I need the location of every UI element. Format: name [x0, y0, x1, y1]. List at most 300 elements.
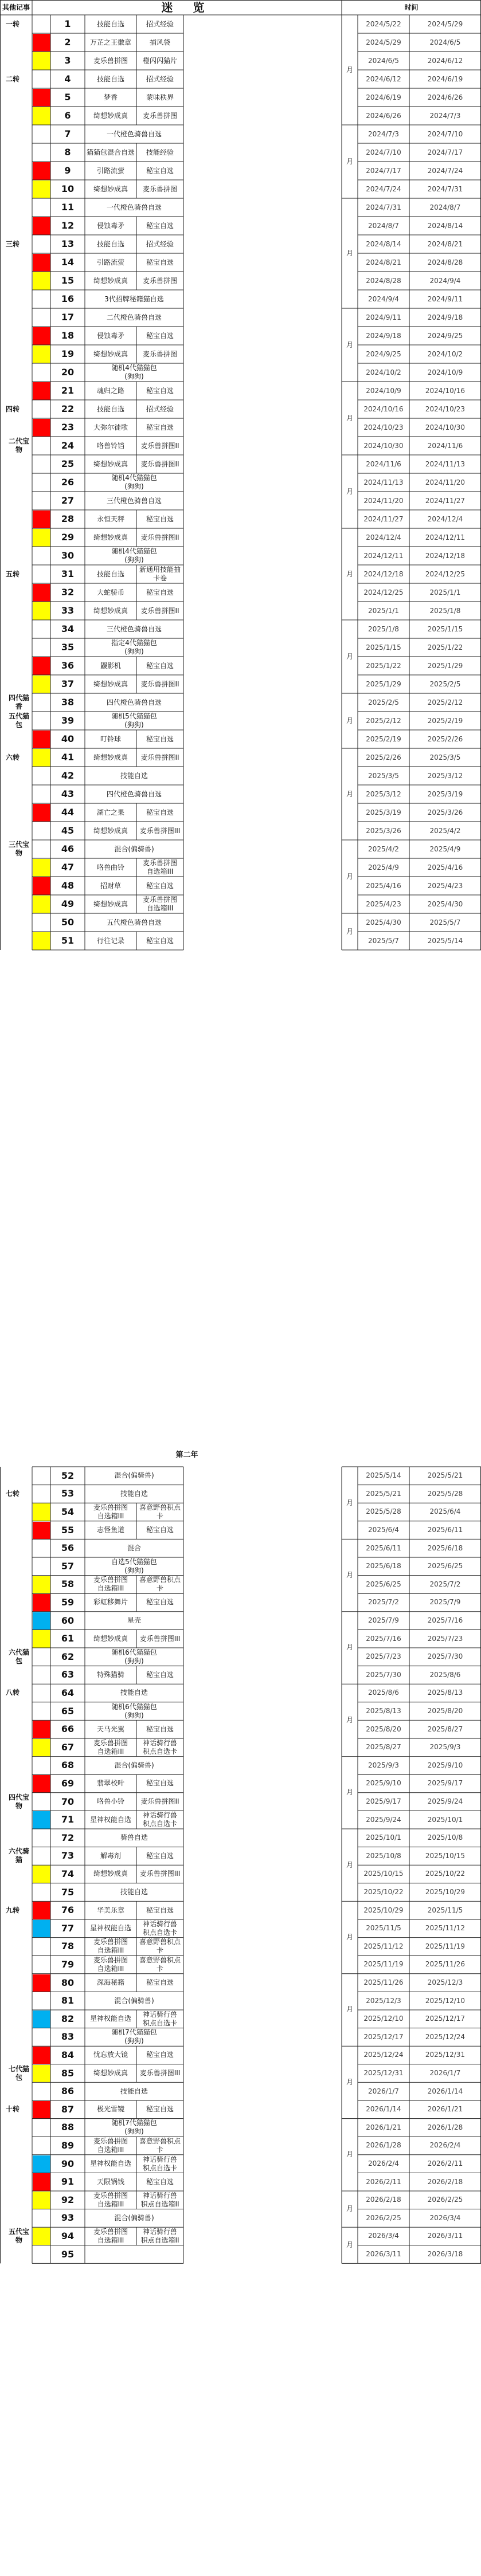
row-start-date: 2024/12/18 — [363, 570, 404, 578]
row-reward-secondary: 秘宝自选 — [146, 2177, 174, 2186]
row-color-marker — [33, 217, 50, 235]
row-reward-secondary: 神话骑行兽 积点自选箱II — [140, 2191, 179, 2208]
row-number: 8 — [64, 147, 71, 158]
row-number: 71 — [61, 1814, 75, 1825]
row-reward-secondary: 秘宝自选 — [146, 2051, 174, 2059]
row-end-date: 2025/1/29 — [427, 661, 463, 670]
group-label: 四代宝物 — [8, 1793, 29, 1810]
row-end-date: 2024/10/9 — [427, 368, 463, 376]
row-end-date: 2026/3/11 — [427, 2232, 463, 2240]
row-start-date: 2024/6/26 — [366, 111, 401, 120]
row-reward-primary: 万芷之王徽章 — [89, 38, 131, 46]
row-color-marker — [33, 584, 50, 602]
row-start-date: 2025/9/17 — [366, 1797, 401, 1806]
row-end-date: 2026/2/25 — [427, 2196, 463, 2204]
row-color-marker — [33, 2065, 50, 2083]
group-label: 九转 — [6, 1906, 20, 1914]
row-end-date: 2025/8/27 — [427, 1725, 463, 1733]
row-reward-secondary: 秘宝自选 — [146, 1779, 174, 1788]
row-number: 49 — [61, 898, 75, 909]
row-start-date: 2025/3/5 — [368, 771, 399, 780]
row-reward-secondary: 捕风袋 — [149, 38, 170, 46]
row-reward-primary: 星神权能自选 — [89, 2015, 131, 2023]
row-start-date: 2024/8/14 — [366, 239, 401, 248]
row-number: 72 — [61, 1832, 75, 1843]
row-color-marker — [33, 1974, 50, 1992]
row-color-marker — [33, 107, 50, 125]
row-number: 3 — [64, 55, 71, 66]
row-number: 2 — [64, 37, 71, 48]
row-reward-secondary: 秘宝自选 — [146, 1725, 174, 1733]
year-2-label: 第二年 — [175, 1450, 198, 1459]
row-start-date: 2024/9/18 — [366, 331, 401, 340]
row-color-marker — [33, 327, 50, 345]
row-reward-primary: 技能自选 — [96, 239, 124, 248]
row-reward-primary: 技能自选 — [120, 771, 148, 780]
row-reward-primary: 行往记录 — [96, 936, 124, 945]
row-number: 84 — [61, 2049, 75, 2060]
row-reward-secondary: 麦乐兽拼图II — [140, 753, 179, 761]
row-start-date: 2024/5/22 — [366, 19, 401, 28]
row-end-date: 2024/8/7 — [429, 203, 461, 211]
row-start-date: 2025/11/12 — [363, 1942, 404, 1950]
row-color-marker — [33, 1811, 50, 1829]
row-end-date: 2024/10/30 — [425, 423, 466, 431]
row-reward-primary: 麦乐兽拼图 自选箱III — [93, 1738, 128, 1756]
group-label: 八转 — [6, 1688, 20, 1697]
row-color-marker — [33, 1630, 50, 1648]
row-number: 38 — [61, 697, 75, 708]
row-number: 78 — [61, 1941, 75, 1952]
row-color-marker — [33, 731, 50, 748]
row-color-marker — [33, 1594, 50, 1612]
row-number: 41 — [61, 752, 75, 763]
row-reward-secondary: 招式经验 — [146, 405, 174, 413]
row-end-date: 2025/9/17 — [427, 1779, 463, 1788]
row-color-marker — [33, 877, 50, 895]
row-start-date: 2024/12/4 — [366, 533, 401, 541]
row-reward-primary: 麦乐兽拼图 自选箱III — [93, 2227, 128, 2244]
row-end-date: 2025/3/19 — [427, 790, 463, 798]
row-reward-secondary: 麦乐兽拼图III — [139, 2069, 181, 2078]
row-reward-secondary: 神话骑行兽 积点自选卡 — [142, 2155, 177, 2172]
month-label: 月 — [346, 1498, 353, 1507]
row-end-date: 2025/12/24 — [425, 2032, 466, 2041]
row-start-date: 2026/1/21 — [366, 2123, 401, 2131]
row-start-date: 2025/12/3 — [366, 1996, 401, 2005]
row-reward-primary: 混合(偏骑兽) — [114, 2213, 154, 2222]
row-number: 55 — [61, 1524, 75, 1536]
row-reward-secondary: 麦乐兽拼图II — [140, 533, 179, 541]
row-start-date: 2025/7/9 — [368, 1616, 399, 1625]
row-number: 67 — [61, 1741, 75, 1753]
row-color-marker — [33, 1902, 50, 1919]
row-reward-primary: 骑兽自选 — [120, 1833, 148, 1842]
row-start-date: 2025/1/22 — [366, 661, 401, 670]
row-reward-secondary: 秘宝自选 — [146, 258, 174, 266]
row-number: 48 — [61, 880, 75, 891]
row-start-date: 2024/9/11 — [366, 313, 401, 321]
row-reward-primary: 永恒天秤 — [96, 515, 124, 523]
row-start-date: 2025/6/11 — [366, 1544, 401, 1552]
row-start-date: 2024/12/25 — [363, 588, 404, 596]
row-reward-primary: 绮想妙成真 — [93, 1870, 128, 1878]
row-start-date: 2024/9/25 — [366, 350, 401, 358]
row-end-date: 2026/1/28 — [427, 2123, 463, 2131]
row-reward-secondary: 秘宝自选 — [146, 386, 174, 395]
row-reward-secondary: 神话骑行兽 积点自选箱II — [140, 2227, 179, 2244]
row-reward-primary: 技能自选 — [120, 1688, 148, 1697]
row-number: 77 — [61, 1922, 75, 1934]
row-end-date: 2026/1/7 — [429, 2069, 461, 2078]
row-end-date: 2025/7/9 — [429, 1598, 461, 1607]
group-label: 四转 — [6, 405, 20, 413]
row-number: 21 — [61, 385, 75, 396]
row-reward-primary: 咯兽曲铃 — [96, 863, 124, 871]
row-number: 27 — [61, 495, 75, 506]
group-label: 二代宝物 — [8, 437, 29, 454]
row-start-date: 2025/7/23 — [366, 1652, 401, 1661]
row-reward-primary: 星神权能自选 — [89, 2159, 131, 2168]
row-color-marker — [33, 511, 50, 528]
row-reward-secondary: 秘宝自选 — [146, 881, 174, 890]
row-color-marker — [33, 382, 50, 400]
row-reward-primary: 随机4代猫猫包 (狗狗) — [111, 547, 157, 564]
row-reward-primary: 绮想妙成真 — [93, 2069, 128, 2078]
month-label: 月 — [346, 414, 353, 422]
row-end-date: 2025/11/12 — [425, 1924, 466, 1933]
row-color-marker — [33, 2173, 50, 2191]
row-reward-secondary: 麦乐兽拼图II — [140, 1797, 179, 1806]
row-start-date: 2024/12/11 — [363, 551, 404, 560]
row-end-date: 2024/9/18 — [427, 313, 463, 321]
row-end-date: 2024/6/19 — [427, 74, 463, 83]
row-number: 63 — [61, 1669, 75, 1680]
row-reward-primary: 星神权能自选 — [89, 1815, 131, 1824]
row-number: 54 — [61, 1506, 75, 1517]
row-end-date: 2024/8/21 — [427, 239, 463, 248]
row-reward-primary: 五代橙色骑兽自选 — [106, 918, 162, 926]
row-start-date: 2025/6/25 — [366, 1580, 401, 1588]
row-end-date: 2025/11/5 — [427, 1906, 463, 1914]
row-number: 18 — [61, 330, 75, 341]
row-number: 62 — [61, 1651, 75, 1662]
row-start-date: 2025/7/16 — [366, 1634, 401, 1643]
row-reward-secondary: 秘宝自选 — [146, 515, 174, 523]
row-reward-primary: 绮想妙成真 — [93, 460, 128, 468]
row-reward-primary: 技能自选 — [96, 405, 124, 413]
row-number: 68 — [61, 1760, 75, 1771]
row-number: 81 — [61, 1995, 75, 2006]
row-start-date: 2025/1/8 — [368, 625, 399, 633]
row-reward-primary: 随机7代猫猫包 (狗狗) — [111, 2119, 157, 2136]
row-number: 19 — [61, 348, 75, 359]
row-end-date: 2026/3/4 — [429, 2213, 461, 2222]
row-start-date: 2025/4/2 — [368, 845, 399, 853]
month-label: 月 — [346, 1715, 353, 1724]
row-reward-secondary: 麦乐兽拼图 — [142, 276, 177, 285]
row-reward-secondary: 秘宝自选 — [146, 423, 174, 431]
month-label: 月 — [346, 2241, 353, 2249]
row-number: 69 — [61, 1777, 75, 1789]
row-start-date: 2025/11/19 — [363, 1960, 404, 1969]
row-number: 29 — [61, 532, 75, 543]
row-number: 86 — [61, 2086, 75, 2097]
month-label: 月 — [346, 652, 353, 661]
row-start-date: 2025/5/21 — [366, 1489, 401, 1498]
row-start-date: 2025/1/1 — [368, 606, 399, 615]
row-start-date: 2025/3/26 — [366, 826, 401, 835]
row-number: 65 — [61, 1705, 75, 1717]
row-start-date: 2025/8/6 — [368, 1688, 399, 1697]
row-end-date: 2025/7/2 — [429, 1580, 461, 1588]
row-start-date: 2025/2/5 — [368, 698, 399, 706]
row-end-date: 2026/2/18 — [427, 2177, 463, 2186]
row-end-date: 2025/5/21 — [427, 1471, 463, 1480]
row-number: 47 — [61, 862, 75, 873]
row-color-marker — [33, 2010, 50, 2028]
row-reward-primary: 猫猫包混合自选 — [86, 148, 135, 156]
row-reward-primary: 特殊猫骑 — [96, 1670, 124, 1679]
row-start-date: 2025/4/16 — [366, 881, 401, 890]
row-reward-secondary: 秘宝自选 — [146, 166, 174, 175]
row-end-date: 2024/10/2 — [427, 350, 463, 358]
row-start-date: 2024/7/17 — [366, 166, 401, 175]
row-color-marker — [33, 34, 50, 52]
row-start-date: 2025/12/17 — [363, 2032, 404, 2041]
row-start-date: 2024/8/21 — [366, 258, 401, 266]
row-reward-primary: 麦乐兽拼图 — [93, 56, 128, 65]
row-reward-secondary: 秘宝自选 — [146, 936, 174, 945]
row-end-date: 2025/4/9 — [429, 845, 461, 853]
row-end-date: 2025/9/3 — [429, 1743, 461, 1752]
page-title: 迷 览 — [161, 0, 213, 14]
row-start-date: 2024/7/31 — [366, 203, 401, 211]
row-number: 64 — [61, 1687, 75, 1698]
month-label: 月 — [346, 340, 353, 349]
row-start-date: 2024/11/20 — [363, 496, 404, 505]
row-reward-secondary: 麦乐兽拼图 自选箱III — [142, 896, 177, 912]
row-reward-secondary: 麦乐兽拼图II — [140, 606, 179, 615]
row-start-date: 2025/9/10 — [366, 1779, 401, 1788]
row-reward-secondary: 喜意野兽积点卡 — [139, 1576, 181, 1593]
row-start-date: 2025/12/10 — [363, 2015, 404, 2023]
row-start-date: 2024/8/28 — [366, 276, 401, 285]
row-start-date: 2026/1/7 — [368, 2087, 399, 2095]
row-start-date: 2024/11/6 — [366, 460, 401, 468]
row-start-date: 2025/10/1 — [366, 1833, 401, 1842]
row-start-date: 2025/10/8 — [366, 1851, 401, 1860]
row-reward-secondary: 神话骑行兽 积点自选卡 — [142, 2010, 177, 2027]
row-reward-secondary: 喜意野兽积点卡 — [139, 1955, 181, 1973]
row-reward-secondary: 麦乐兽拼图 自选箱III — [142, 859, 177, 875]
row-reward-secondary: 秘宝自选 — [146, 1670, 174, 1679]
row-number: 90 — [61, 2158, 75, 2169]
row-number: 58 — [61, 1578, 75, 1590]
row-number: 51 — [61, 935, 75, 946]
row-end-date: 2025/2/26 — [427, 735, 463, 743]
row-reward-primary: 技能自选 — [120, 2087, 148, 2095]
row-number: 37 — [61, 678, 75, 689]
row-color-marker — [33, 162, 50, 180]
row-reward-primary: 绮想妙成真 — [93, 680, 128, 688]
row-number: 52 — [61, 1470, 75, 1481]
row-reward-secondary: 蒙味秩界 — [146, 93, 174, 101]
row-reward-primary: 绮想妙成真 — [93, 826, 128, 835]
row-number: 4 — [64, 73, 71, 84]
group-label: 六代骑猫 — [8, 1847, 29, 1864]
row-number: 59 — [61, 1596, 75, 1608]
row-reward-primary: 引路流萤 — [96, 166, 124, 175]
row-color-marker — [33, 859, 50, 877]
row-reward-primary: 三代橙色骑兽自选 — [106, 496, 162, 505]
row-start-date: 2024/9/4 — [368, 294, 399, 303]
row-end-date: 2024/7/3 — [429, 111, 461, 120]
row-reward-primary: 一代橙色骑兽自选 — [106, 203, 162, 211]
row-number: 66 — [61, 1723, 75, 1735]
row-number: 31 — [61, 568, 75, 579]
row-number: 70 — [61, 1796, 75, 1807]
row-number: 43 — [61, 788, 75, 799]
row-reward-primary: 四代橙色骑兽自选 — [106, 790, 162, 798]
row-reward-secondary: 神话骑行兽 积点自选卡 — [142, 1738, 177, 1756]
row-reward-primary — [85, 2245, 183, 2264]
row-end-date: 2025/11/19 — [425, 1942, 466, 1950]
row-end-date: 2025/3/26 — [427, 808, 463, 816]
row-end-date: 2025/8/13 — [427, 1688, 463, 1697]
row-number: 45 — [61, 825, 75, 836]
row-start-date: 2025/8/27 — [366, 1743, 401, 1752]
row-start-date: 2025/1/29 — [366, 680, 401, 688]
row-start-date: 2025/3/19 — [366, 808, 401, 816]
row-reward-primary: 麦乐兽拼图 自选箱III — [93, 1955, 128, 1973]
row-end-date: 2024/11/6 — [427, 441, 463, 450]
row-color-marker — [33, 529, 50, 547]
group-label: 三代宝物 — [8, 841, 29, 857]
row-end-date: 2025/4/23 — [427, 881, 463, 890]
row-number: 61 — [61, 1633, 75, 1644]
row-number: 60 — [61, 1615, 75, 1626]
row-reward-secondary: 麦乐兽拼图 — [142, 350, 177, 358]
row-end-date: 2025/2/19 — [427, 716, 463, 725]
row-reward-secondary: 秘宝自选 — [146, 588, 174, 596]
row-reward-secondary: 招式经验 — [146, 19, 174, 28]
month-label: 月 — [346, 2150, 353, 2159]
row-start-date: 2024/7/24 — [366, 184, 401, 193]
month-label: 月 — [346, 1643, 353, 1652]
row-end-date: 2024/8/14 — [427, 221, 463, 230]
row-start-date: 2025/12/24 — [363, 2051, 404, 2059]
row-reward-primary: 侵蚀毒矛 — [96, 331, 124, 340]
row-end-date: 2025/7/23 — [427, 1634, 463, 1643]
row-reward-primary: 叮铃球 — [100, 735, 121, 743]
row-reward-primary: 三代橙色骑兽自选 — [106, 625, 162, 633]
row-number: 20 — [61, 367, 75, 378]
row-number: 50 — [61, 917, 75, 928]
row-color-marker — [33, 2192, 50, 2209]
row-reward-secondary: 麦乐兽拼图II — [140, 441, 179, 450]
row-reward-secondary: 麦乐兽拼图 — [142, 184, 177, 193]
row-start-date: 2024/5/29 — [366, 38, 401, 46]
row-reward-primary: 技能自选 — [120, 1888, 148, 1896]
row-end-date: 2025/8/20 — [427, 1707, 463, 1715]
row-color-marker — [33, 1612, 50, 1630]
row-start-date: 2025/5/28 — [366, 1507, 401, 1516]
row-reward-primary: 技能自选 — [96, 74, 124, 83]
row-number: 75 — [61, 1886, 75, 1898]
row-number: 24 — [61, 440, 75, 451]
row-number: 91 — [61, 2176, 75, 2188]
row-color-marker — [33, 89, 50, 107]
row-number: 57 — [61, 1560, 75, 1572]
row-number: 76 — [61, 1904, 75, 1916]
row-start-date: 2025/12/31 — [363, 2069, 404, 2078]
row-end-date: 2025/3/12 — [427, 771, 463, 780]
row-reward-secondary: 麦乐兽拼图III — [139, 1870, 181, 1878]
row-end-date: 2024/7/24 — [427, 166, 463, 175]
row-number: 6 — [64, 110, 71, 121]
header-time-column: 时间 — [404, 3, 419, 11]
row-reward-secondary: 秘宝自选 — [146, 1978, 174, 1987]
month-label: 月 — [346, 157, 353, 166]
row-end-date: 2025/3/5 — [429, 753, 461, 761]
group-label: 七转 — [6, 1489, 20, 1498]
row-start-date: 2026/3/4 — [368, 2232, 399, 2240]
row-color-marker — [33, 345, 50, 363]
row-start-date: 2025/8/20 — [366, 1725, 401, 1733]
row-reward-primary: 麦乐兽拼图 自选箱III — [93, 2191, 128, 2208]
row-color-marker — [33, 657, 50, 675]
row-color-marker — [33, 180, 50, 198]
row-end-date: 2025/10/1 — [427, 1815, 463, 1824]
row-reward-secondary: 秘宝自选 — [146, 1598, 174, 1607]
row-number: 44 — [61, 807, 75, 818]
group-label: 十转 — [6, 2105, 20, 2114]
row-end-date: 2024/8/28 — [427, 258, 463, 266]
row-end-date: 2025/2/12 — [427, 698, 463, 706]
month-label: 月 — [346, 487, 353, 496]
row-number: 30 — [61, 550, 75, 561]
row-end-date: 2024/12/11 — [425, 533, 466, 541]
month-label: 月 — [346, 249, 353, 257]
row-reward-primary: 星壳 — [127, 1616, 141, 1625]
row-color-marker — [33, 272, 50, 290]
row-end-date: 2025/1/15 — [427, 625, 463, 633]
row-end-date: 2025/12/31 — [425, 2051, 466, 2059]
row-end-date: 2024/12/25 — [425, 570, 466, 578]
row-end-date: 2024/12/18 — [425, 551, 466, 560]
row-number: 83 — [61, 2031, 75, 2043]
row-color-marker — [33, 1576, 50, 1594]
row-start-date: 2024/11/27 — [363, 515, 404, 523]
row-color-marker — [33, 676, 50, 693]
row-start-date: 2024/8/7 — [368, 221, 399, 230]
row-end-date: 2024/7/31 — [427, 184, 463, 193]
row-end-date: 2025/4/2 — [429, 826, 461, 835]
row-color-marker — [33, 602, 50, 620]
row-reward-primary: 随机6代猫猫包 (狗狗) — [111, 1702, 157, 1719]
row-start-date: 2024/6/12 — [366, 74, 401, 83]
row-color-marker — [33, 749, 50, 767]
row-end-date: 2024/7/10 — [427, 129, 463, 138]
row-color-marker — [33, 1522, 50, 1540]
row-reward-primary: 绮想妙成真 — [93, 276, 128, 285]
row-end-date: 2024/6/12 — [427, 56, 463, 65]
row-end-date: 2026/2/4 — [429, 2141, 461, 2150]
row-reward-secondary: 麦乐兽拼图III — [139, 1634, 181, 1643]
row-start-date: 2026/2/11 — [366, 2177, 401, 2186]
row-reward-primary: 绮想妙成真 — [93, 606, 128, 615]
